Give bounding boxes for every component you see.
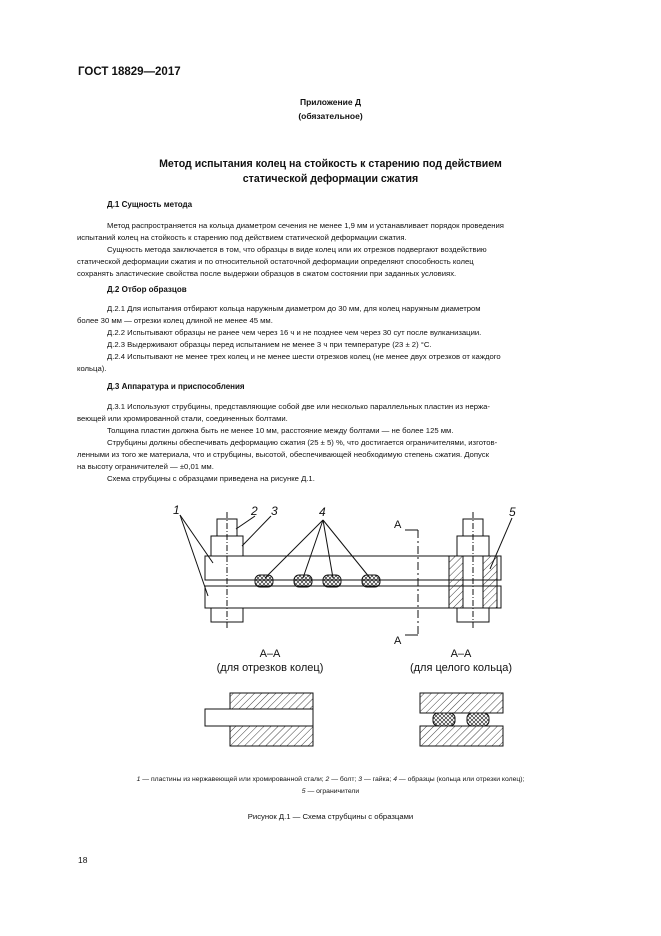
legend-num: 3 [358,776,363,783]
paragraph: ленными из того же материала, что и струбцины, высотой, обеспечивающей необходимую степень сжатия. Допуск [77,450,489,459]
sample-ring-section [433,713,455,726]
section-mark-bottom: А [394,635,402,647]
view-left-title: А–А [259,648,281,660]
section-view-ring [420,693,503,746]
appendix-title: Приложение Д [299,97,362,107]
paragraph: веющей или хромированной стали, соединенных болтами. [77,414,288,423]
callout-2: 2 [251,504,258,518]
figure-caption: Рисунок Д.1 — Схема струбцины с образцами [247,812,414,821]
callout-3: 3 [271,504,278,518]
legend-num: 1 [136,776,141,783]
paragraph: Д.2.4 Испытывают не менее трех колец и не менее шести отрезков колец (не менее двух отрезков от каждого [107,352,501,361]
paragraph: Схема струбцины с образцами приведена на рисунке Д.1. [107,474,315,483]
paragraph: Метод распространяется на кольца диаметром сечения не менее 1,9 мм и устанавливает порядок проведения [107,221,504,230]
sample-ring-segment [255,575,273,587]
view-right-title: А–А [450,648,472,660]
right-plate-section-left [449,556,463,608]
view-left-subtitle: (для отрезков колец) [216,662,324,674]
legend-num: 5 [301,788,306,795]
legend-num: 4 [393,776,398,783]
leader-3 [242,516,271,546]
paragraph: Д.2.3 Выдерживают образцы перед испытанием не менее 3 ч при температуре (23 ± 2) °С. [107,340,432,349]
section-plate-bottom [420,726,503,746]
section-heading-d2: Д.2 Отбор образцов [107,285,187,294]
section-plate-bottom [230,726,313,746]
paragraph: Д.2.2 Испытывают образцы не ранее чем через 16 ч и не позднее чем через 30 сут после вулканизации. [107,328,482,337]
page-title-line-2: статической деформации сжатия [242,173,419,185]
legend-line-1 [78,774,583,786]
view-right-subtitle: (для целого кольца) [409,662,513,674]
section-mark-top: А [394,519,402,531]
leader-1 [180,515,213,563]
appendix-status: (обязательное) [298,111,363,121]
paragraph: более 30 мм — отрезки колец длиной не менее 45 мм. [77,316,273,325]
section-sample-strip [205,709,313,726]
page-title-line-1: Метод испытания колец на стойкость к старению под действием [159,158,502,170]
paragraph: испытаний колец на стойкость к старению под действием статической деформации сжатия. [77,233,407,242]
paragraph: Сущность метода заключается в том, что образцы в виде колец или их отрезков подвергают воздействию [107,245,487,254]
legend-line-2 [78,786,583,798]
paragraph: Толщина пластин должна быть не менее 10 мм, расстояние между болтами — не более 125 мм. [107,426,454,435]
legend-text: — болт; [329,776,359,783]
section-heading-d3: Д.3 Аппаратура и приспособления [107,382,245,391]
figure-legend [78,774,583,798]
paragraph: Струбцины должны обеспечивать деформацию сжатия (25 ± 5) %, что достигается ограничителями, изготов- [107,438,498,447]
legend-num: 2 [325,776,330,783]
legend-text: — пластины из нержавеющей или хромированной стали; [140,776,326,783]
legend-text: — ограничители [305,788,360,795]
legend-text: — гайка; [362,776,394,783]
callout-1: 1 [173,503,180,517]
callout-4: 4 [319,505,326,519]
section-view-segments [205,693,313,746]
section-plate-top [420,693,503,713]
paragraph: Д.3.1 Используют струбцины, представляющие собой две или несколько параллельных пластин из нержа- [107,402,490,411]
sample-ring-segment [323,575,341,587]
sample-ring-section [467,713,489,726]
section-heading-d1: Д.1 Сущность метода [107,200,193,209]
paragraph: кольца). [77,364,107,373]
paragraph: статической деформации сжатия и по относительной остаточной деформации определяют способность колец [77,257,474,266]
callout-5: 5 [509,505,516,519]
clamp-main-view [180,512,512,635]
paragraph: на высоту ограничителей — ±0,01 мм. [77,462,214,471]
standard-header: ГОСТ 18829—2017 [78,66,181,78]
page-number: 18 [78,855,88,865]
sample-ring-segment [362,575,380,587]
paragraph: Д.2.1 Для испытания отбирают кольца наружным диаметром до 30 мм, для колец наружным диаметром [107,304,481,313]
leader-1 [180,515,208,596]
paragraph: сохранять эластические свойства после выдержки образцов в сжатом состоянии при заданных условиях. [77,269,457,278]
legend-text: — образцы (кольца или отрезки колец); [397,776,525,783]
right-plate-section-right [483,556,497,608]
